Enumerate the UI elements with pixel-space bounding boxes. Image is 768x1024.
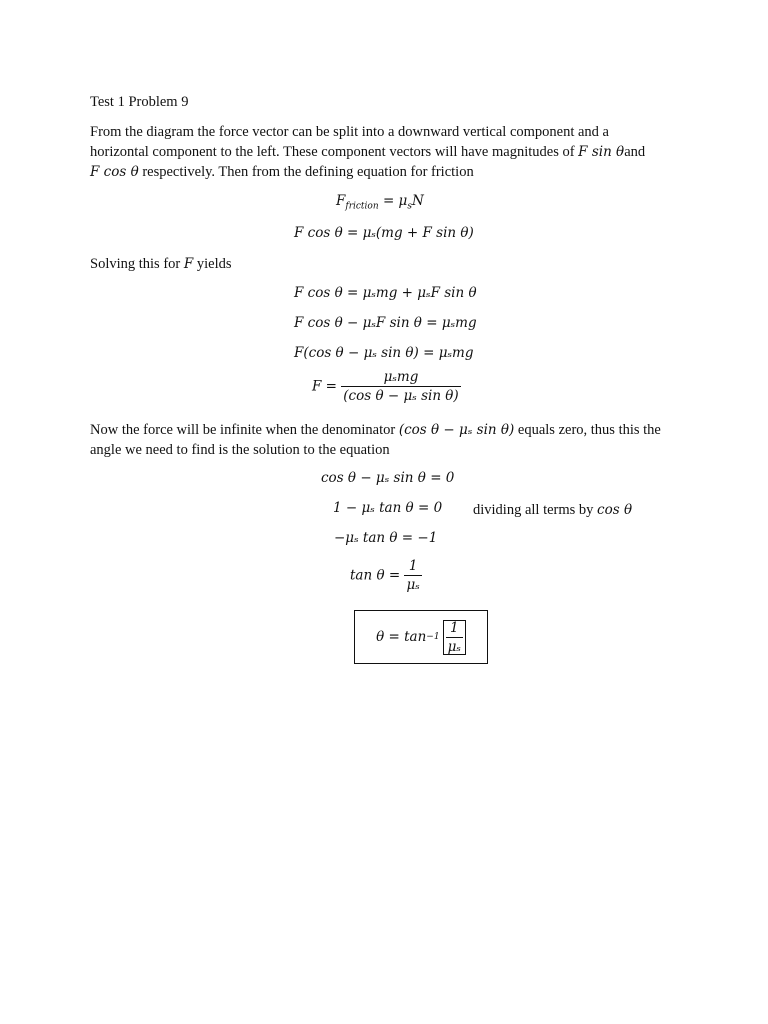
final-numerator: 1 <box>446 620 463 638</box>
F-lhs: F = <box>312 378 342 395</box>
solving-var: F <box>183 256 194 272</box>
F-denominator: (cos θ − μₛ sin θ) <box>343 388 459 404</box>
intro-line-3-text: respectively. Then from the defining equation for friction <box>142 164 474 180</box>
intro-line-2-text: horizontal component to the left. These component vectors will have magnitudes of <box>90 144 575 160</box>
equation-tan: 1 − μₛ tan θ = 0 <box>333 500 443 516</box>
step-2: F cos θ − μₛF sin θ = μₛmg <box>294 315 477 331</box>
final-fraction <box>446 620 463 655</box>
friction-lhs: F <box>336 193 346 209</box>
final-bracket <box>443 620 466 655</box>
equation-negative: −μₛ tan θ = −1 <box>334 530 438 546</box>
final-denominator: μₛ <box>447 638 461 655</box>
note-text: dividing all terms by <box>473 502 594 518</box>
document-title: Test 1 Problem 9 <box>90 94 189 110</box>
F-fraction <box>341 369 460 404</box>
dividing-note <box>473 500 632 520</box>
friction-lhs-sub: friction <box>345 201 379 212</box>
step-1: F cos θ = μₛmg + μₛF sin θ <box>294 285 477 301</box>
tan-numerator: 1 <box>404 558 421 576</box>
equation-F-fraction <box>312 369 461 404</box>
intro-line-2-math: F sin θ <box>578 144 625 160</box>
final-answer-box <box>354 610 488 664</box>
equation-zero: cos θ − μₛ sin θ = 0 <box>321 470 455 486</box>
step-3: F(cos θ − μₛ sin θ) = μₛmg <box>294 345 474 361</box>
solving-end: yields <box>196 256 232 272</box>
tan-denominator: μₛ <box>406 577 420 593</box>
tan-fraction <box>404 558 421 593</box>
final-lhs: θ = tan <box>376 629 427 645</box>
solving-text: Solving this for <box>90 256 181 272</box>
conclusion-line-1 <box>90 420 661 440</box>
solving-line <box>90 254 232 274</box>
F-numerator: μₛmg <box>341 369 460 387</box>
conclusion-line-1-start: Now the force will be infinite when the denominator <box>90 422 396 438</box>
note-math: cos θ <box>597 502 633 518</box>
equation-tan-fraction <box>350 558 422 593</box>
intro-line-3-math: F cos θ <box>90 164 139 180</box>
conclusion-line-1-math: (cos θ − μₛ sin θ) <box>398 422 515 438</box>
intro-line-1: From the diagram the force vector can be split into a downward vertical component and a <box>90 124 609 140</box>
friction-rhs-end: N <box>411 193 424 209</box>
equation-friction <box>336 193 424 212</box>
tan-lhs: tan θ = <box>350 567 405 584</box>
intro-line-2-end: and <box>624 144 646 160</box>
friction-rhs-sub: s <box>407 201 412 212</box>
conclusion-line-1-end: equals zero, thus this the <box>517 422 661 438</box>
conclusion-line-2: angle we need to find is the solution to the equation <box>90 442 390 458</box>
equation-balance: F cos θ = μₛ(mg + F sin θ) <box>294 225 474 241</box>
final-sup: −1 <box>426 632 440 642</box>
intro-line-3 <box>90 162 474 182</box>
friction-rhs: = μ <box>382 193 408 209</box>
intro-line-2 <box>90 142 645 162</box>
